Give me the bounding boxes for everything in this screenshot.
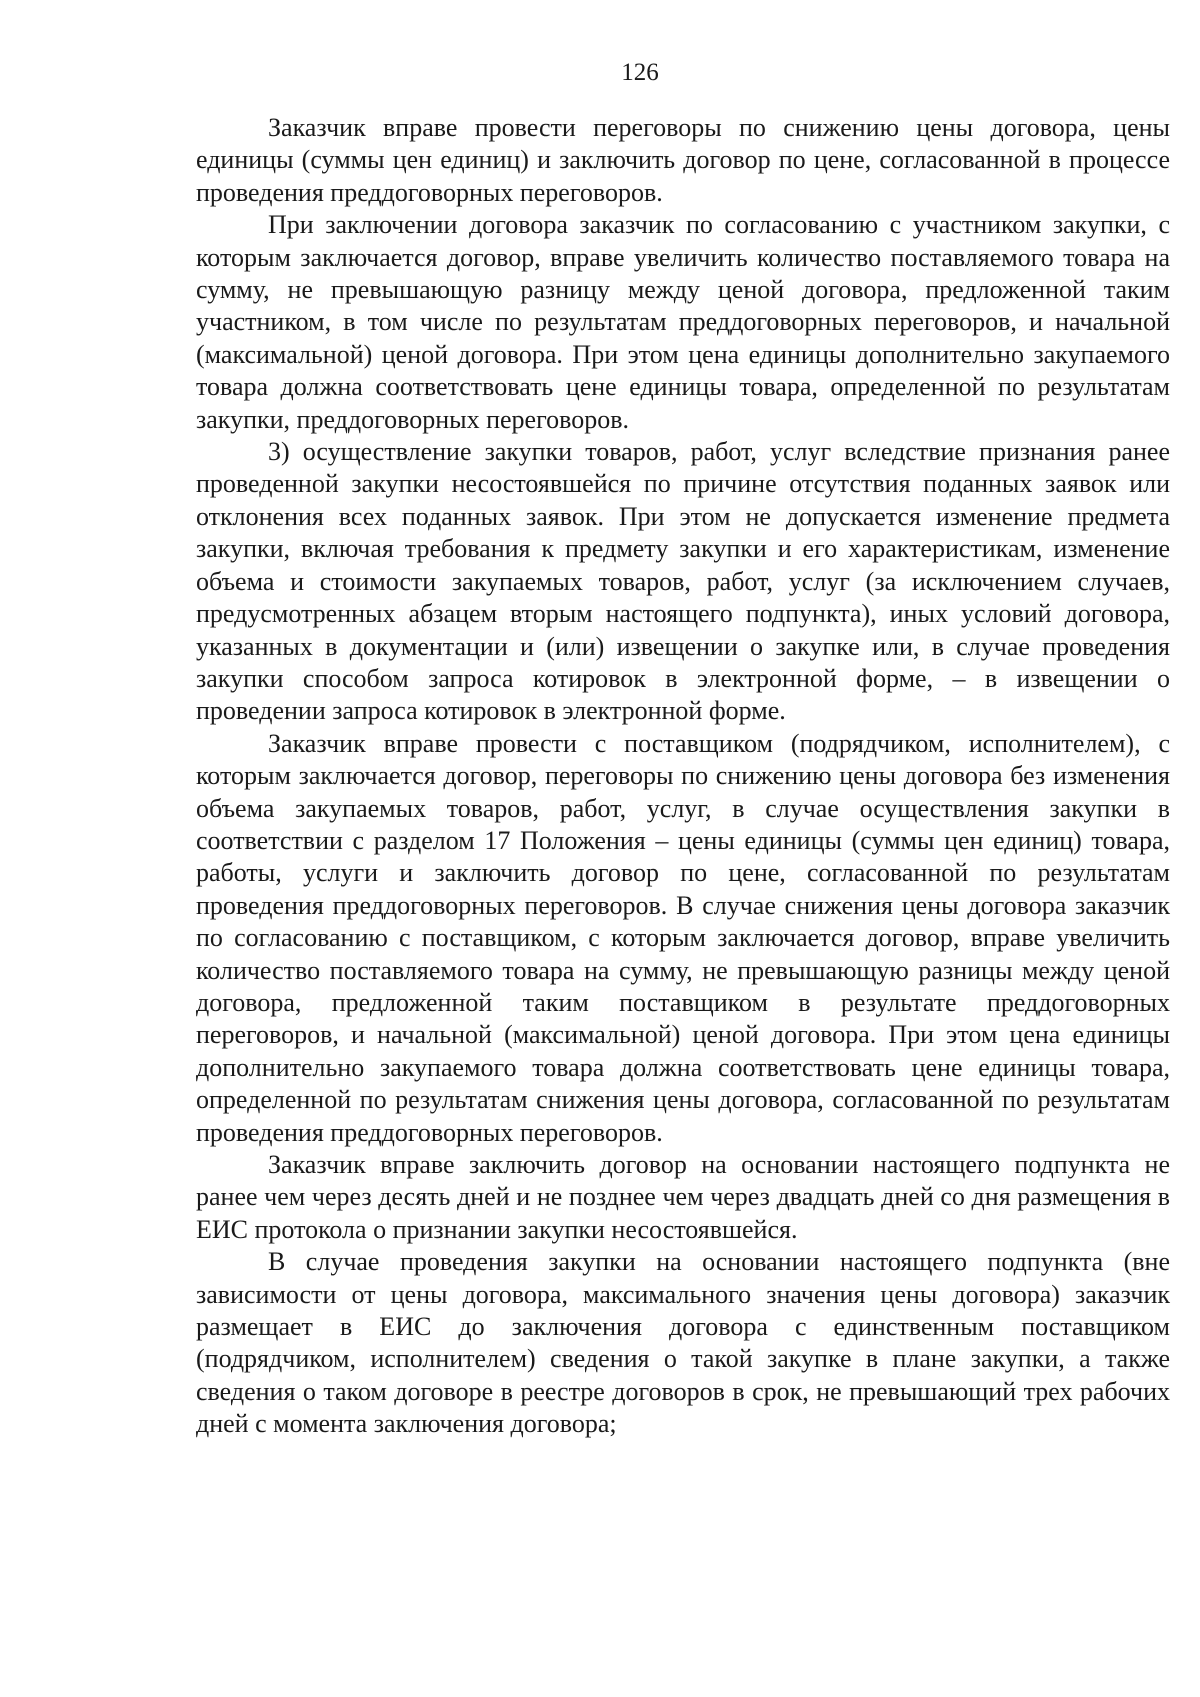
document-body xyxy=(196,112,1170,1441)
page-number: 126 xyxy=(621,59,659,86)
paragraph-supplier-negotiation: Заказчик вправе провести с поставщиком (подрядчиком, исполнителем), с которым заключается договор, переговоры по снижению цены договора без изменения объема закупаемых товаров, работ, услуг, в случае осуществления закупки в соответствии с разделом 17 Положения – цены единицы (суммы цен единиц) товара, работы, услуги и заключить договор по цене, согласованной по результатам проведения преддоговорных переговоров. В случае снижения цены договора заказчик по согласованию с поставщиком, с которым заключается договор, вправе увеличить количество поставляемого товара на сумму, не превышающую разницы между ценой договора, предложенной таким поставщиком в результате преддоговорных переговоров, и начальной (максимальной) ценой договора. При этом цена единицы дополнительно закупаемого товара должна соответствовать цене единицы товара, определенной по результатам снижения цены договора, согласованной по результатам проведения преддоговорных переговоров. xyxy=(196,728,1170,1147)
paragraph-eis-publication: В случае проведения закупки на основании настоящего подпункта (вне зависимости от цены договора, максимального значения цены договора) заказчик размещает в ЕИС до заключения договора с единственным поставщиком (подрядчиком, исполнителем) сведения о такой закупке в плане закупки, а также сведения о таком договоре в реестре договоров в срок, не превышающий трех рабочих дней с момента заключения договора; xyxy=(196,1247,1170,1439)
paragraph-item-3-failed-procurement: 3) осуществление закупки товаров, работ, услуг вследствие признания ранее проведенной закупки несостоявшейся по причине отсутствия поданных заявок или отклонения всех поданных заявок. При этом не допускается изменение предмета закупки, включая требования к предмету закупки и его характеристикам, изменение объема и стоимости закупаемых товаров, работ, услуг (за исключением случаев, предусмотренных абзацем вторым настоящего подпункта), иных условий договора, указанных в документации и (или) извещении о закупке или, в случае проведения закупки способом запроса котировок в электронной форме, – в извещении о проведении запроса котировок в электронной форме. xyxy=(196,437,1170,726)
paragraph-quantity-increase: При заключении договора заказчик по согласованию с участником закупки, с которым заключается договор, вправе увеличить количество поставляемого товара на сумму, не превышающую разницу между ценой договора, предложенной таким участником, в том числе по результатам преддоговорных переговоров, и начальной (максимальной) ценой договора. При этом цена единицы дополнительно закупаемого товара должна соответствовать цене единицы товара, определенной по результатам закупки, преддоговорных переговоров. xyxy=(196,210,1170,434)
paragraph-contract-timing: Заказчик вправе заключить договор на основании настоящего подпункта не ранее чем через десять дней и не позднее чем через двадцать дней со дня размещения в ЕИС протокола о признании закупки несостоявшейся. xyxy=(196,1150,1170,1244)
paragraph-price-negotiation: Заказчик вправе провести переговоры по снижению цены договора, цены единицы (суммы цен единиц) и заключить договор по цене, согласованной в процессе проведения преддоговорных переговоров. xyxy=(196,113,1170,207)
